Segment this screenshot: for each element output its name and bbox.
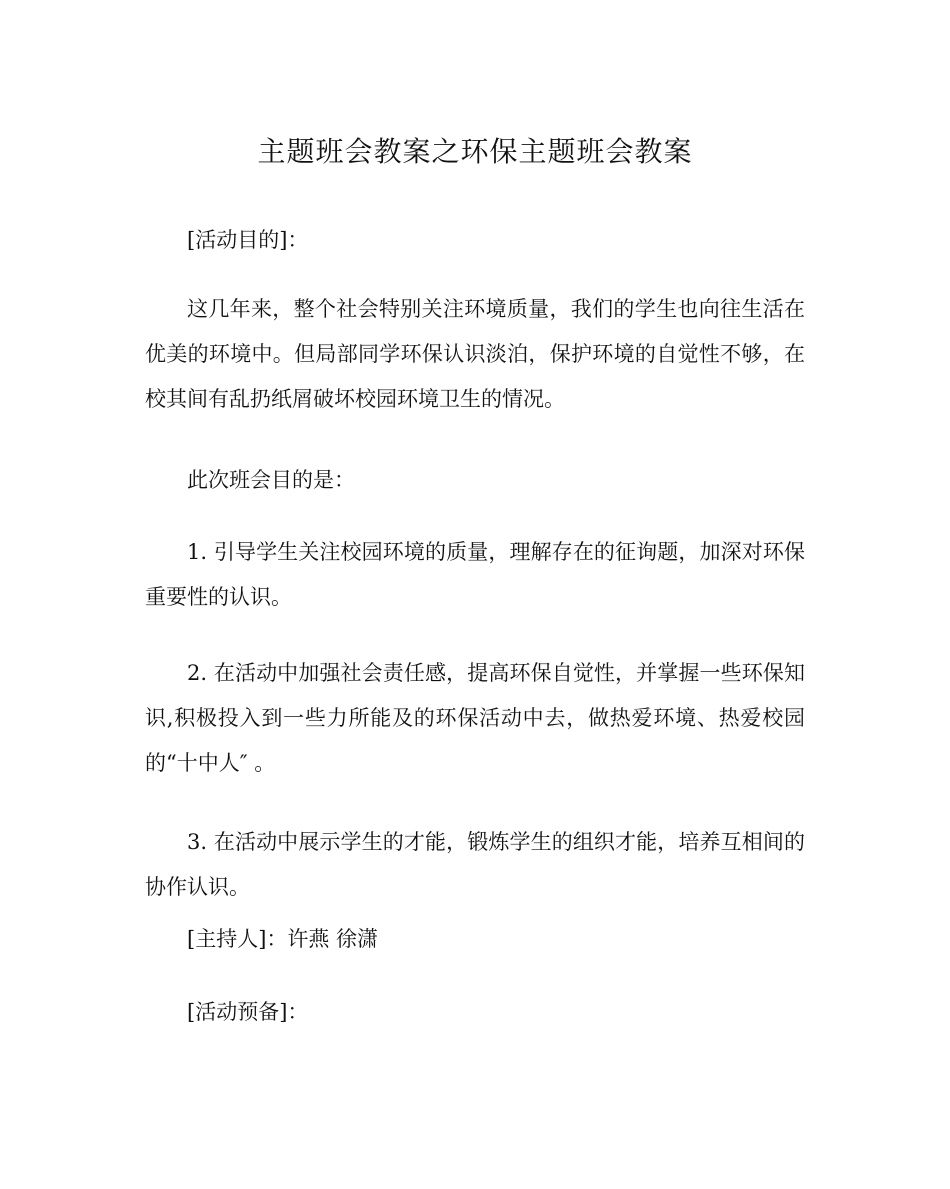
paragraph-goal-intro: 此次班会目的是： — [187, 468, 355, 492]
document-title: 主题班会教案之环保主题班会教案 — [257, 135, 693, 168]
list-item-goal-3: 3. 在活动中展示学生的才能，锻炼学生的组织才能，培养互相间的协作认识。 — [145, 830, 805, 899]
section-heading-preparation: [活动预备]： — [187, 1000, 309, 1024]
paragraph-background: 这几年来，整个社会特别关注环境质量，我们的学生也向往生活在优美的环境中。但局部同学环保认识淡泊，保护环境的自觉性不够，在校其间有乱扔纸屑破坏校园环境卫生的情况。 — [145, 297, 805, 411]
section-heading-activity-goal: [活动目的]： — [187, 228, 309, 252]
section-heading-host: [主持人]：许燕 徐潇 — [187, 927, 379, 951]
list-item-goal-2: 2. 在活动中加强社会责任感，提高环保自觉性，并掌握一些环保知识,积极投入到一些力所能及的环保活动中去，做热爱环境、热爱校园的“十中人″ 。 — [145, 661, 805, 775]
list-item-goal-1: 1. 引导学生关注校园环境的质量，理解存在的征询题，加深对环保重要性的认识。 — [145, 540, 805, 609]
